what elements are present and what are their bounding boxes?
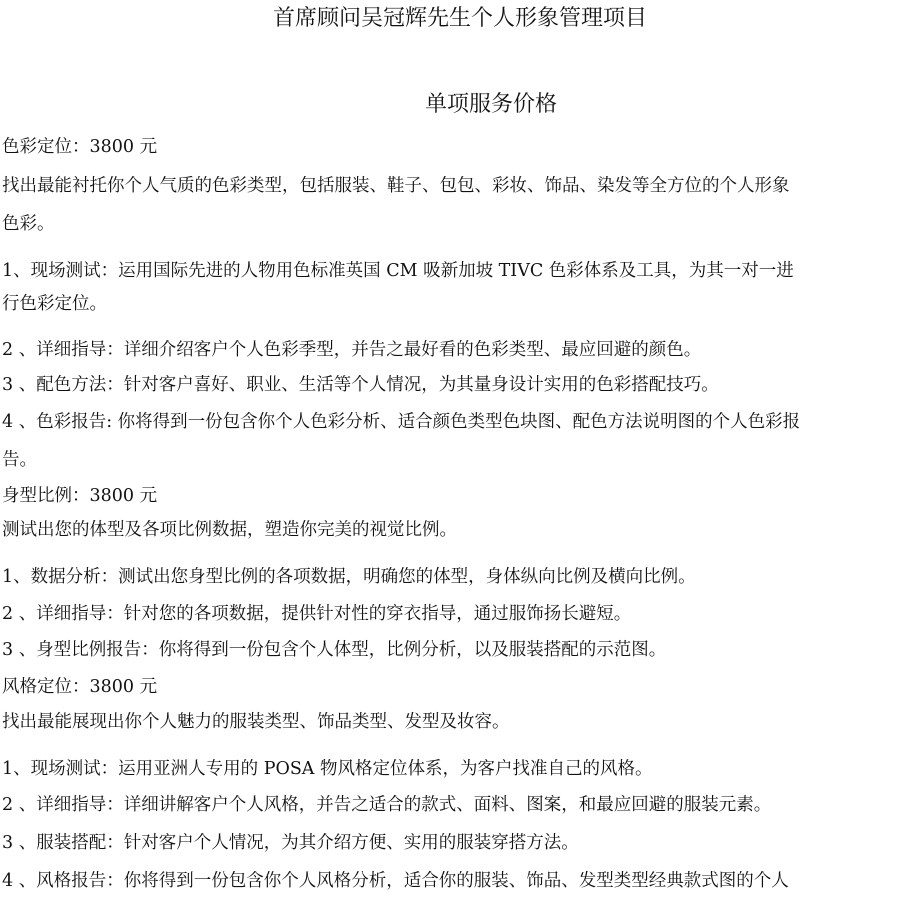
paragraph-line: 找出最能展现出你个人魅力的服装类型、饰品类型、发型及妆容。 bbox=[2, 712, 510, 732]
list-item: 2 、详细指导：详细讲解客户个人风格，并告之适合的款式、面料、图案，和最应回避的服装元素。 bbox=[2, 795, 772, 815]
list-item: 1、现场测试：运用国际先进的人物用色标准英国 CM 吸新加坡 TIVC 色彩体系及工具，为其一对一进 bbox=[2, 261, 794, 281]
paragraph-line: 色彩。 bbox=[2, 214, 55, 234]
list-item: 3 、配色方法：针对客户喜好、职业、生活等个人情况，为其量身设计实用的色彩搭配技巧。 bbox=[2, 375, 719, 395]
list-item: 2 、详细指导：详细介绍客户个人色彩季型，并告之最好看的色彩类型、最应回避的颜色。 bbox=[2, 340, 702, 360]
paragraph-line: 找出最能衬托你个人气质的色彩类型，包括服装、鞋子、包包、彩妆、饰品、染发等全方位的个人形象 bbox=[2, 176, 790, 196]
list-item: 1、数据分析：测试出您身型比例的各项数据，明确您的体型，身体纵向比例及横向比例。 bbox=[2, 567, 696, 587]
list-item: 3 、身型比例报告：你将得到一份包含个人体型，比例分析，以及服装搭配的示范图。 bbox=[2, 640, 667, 660]
list-item: 1、现场测试：运用亚洲人专用的 POSA 物风格定位体系，为客户找准自己的风格。 bbox=[2, 759, 653, 779]
list-item: 2 、详细指导：针对您的各项数据，提供针对性的穿衣指导，通过服饰扬长避短。 bbox=[2, 604, 632, 624]
list-item-continuation: 告。 bbox=[2, 450, 37, 470]
paragraph-line: 测试出您的体型及各项比例数据，塑造你完美的视觉比例。 bbox=[2, 520, 457, 540]
list-item: 4 、风格报告：你将得到一份包含你个人风格分析，适合你的服装、饰品、发型类型经典款式图的个人 bbox=[2, 871, 789, 891]
list-item: 3 、服装搭配：针对客户个人情况，为其介绍方便、实用的服装穿搭方法。 bbox=[2, 833, 579, 853]
list-item-continuation: 行色彩定位。 bbox=[2, 294, 107, 314]
document-title: 首席顾问吴冠辉先生个人形象管理项目 bbox=[272, 6, 647, 31]
document-subtitle: 单项服务价格 bbox=[425, 92, 558, 117]
section-heading-color: 色彩定位：3800 元 bbox=[2, 137, 158, 157]
list-item: 4 、色彩报告: 你将得到一份包含你个人色彩分析、适合颜色类型色块图、配色方法说明图的个人色彩报 bbox=[2, 412, 801, 432]
section-heading-style: 风格定位：3800 元 bbox=[2, 677, 158, 697]
section-heading-body: 身型比例：3800 元 bbox=[2, 486, 158, 506]
